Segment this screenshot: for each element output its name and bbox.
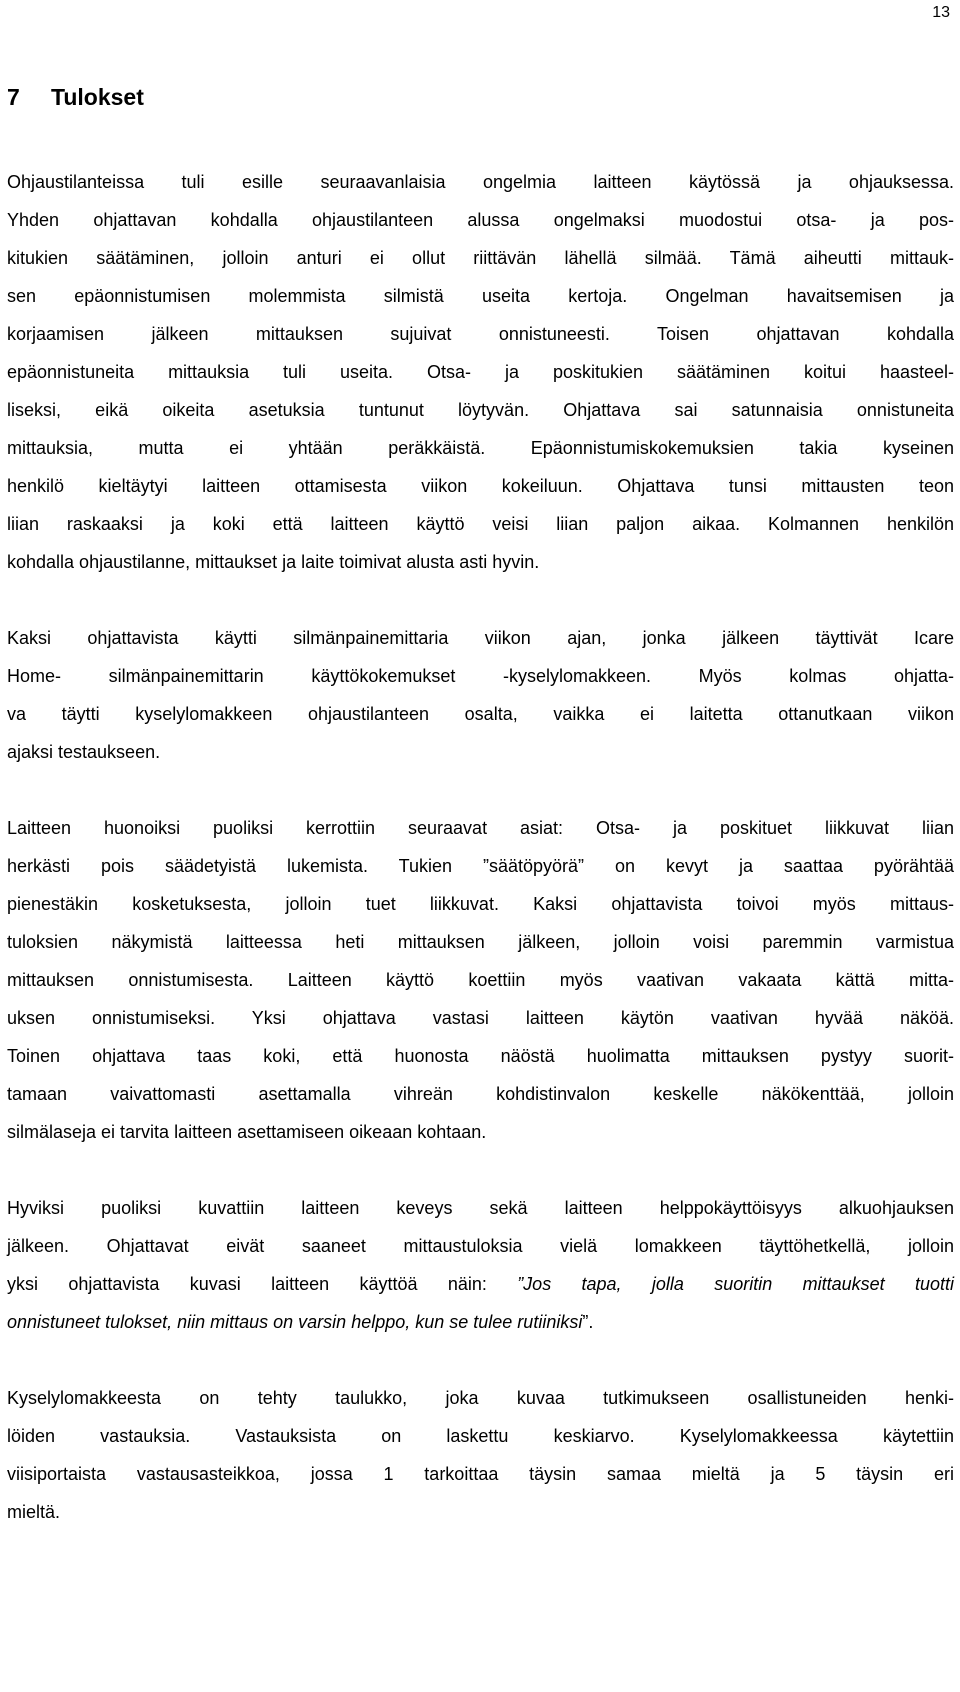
paragraph xyxy=(7,1379,954,1531)
text-segment: tamaan vaivattomasti asettamalla vihreän kohdistinvalon keskelle näkökenttää, jolloin xyxy=(7,1084,954,1104)
text-segment: pienestäkin kosketuksesta, jolloin tuet liikkuvat. Kaksi ohjattavista toivoi myös mittaus- xyxy=(7,894,954,914)
paragraph xyxy=(7,619,954,771)
text-segment: Ohjaustilanteissa tuli esille seuraavanlaisia ongelmia laitteen käytössä ja ohjauksessa. xyxy=(7,172,954,192)
text-line xyxy=(7,429,954,467)
text-segment: jälkeen. Ohjattavat eivät saaneet mittaustuloksia vielä lomakkeen täyttöhetkellä, jolloin xyxy=(7,1236,954,1256)
paragraph xyxy=(7,809,954,1151)
body-text xyxy=(7,163,954,1569)
text-segment: liian raskaaksi ja koki että laitteen käyttö veisi liian paljon aikaa. Kolmannen henkilön xyxy=(7,514,954,534)
text-line xyxy=(7,695,954,733)
text-line xyxy=(7,163,954,201)
text-line xyxy=(7,999,954,1037)
text-segment: Kyselylomakkeesta on tehty taulukko, joka kuvaa tutkimukseen osallistuneiden henki- xyxy=(7,1388,954,1408)
text-segment: Hyviksi puoliksi kuvattiin laitteen keveys sekä laitteen helppokäyttöisyys alkuohjauksen xyxy=(7,1198,954,1218)
paragraph xyxy=(7,1189,954,1341)
text-line xyxy=(7,1265,954,1303)
text-segment: yksi ohjattavista kuvasi laitteen käyttöä näin: xyxy=(7,1274,518,1294)
page-number: 13 xyxy=(932,4,950,21)
text-segment: Toinen ohjattava taas koki, että huonosta näöstä huolimatta mittauksen pystyy suorit- xyxy=(7,1046,954,1066)
text-line xyxy=(7,391,954,429)
text-segment: kohdalla ohjaustilanne, mittaukset ja laite toimivat alusta asti hyvin. xyxy=(7,552,540,572)
text-segment: mittauksen onnistumisesta. Laitteen käyttö koettiin myös vaativan vakaata kättä mitta- xyxy=(7,970,954,990)
text-segment: korjaamisen jälkeen mittauksen sujuivat onnistuneesti. Toisen ohjattavan kohdalla xyxy=(7,324,954,344)
text-line xyxy=(7,315,954,353)
text-segment: ”. xyxy=(582,1312,594,1332)
text-line xyxy=(7,467,954,505)
text-line xyxy=(7,543,954,581)
text-segment: sen epäonnistumisen molemmista silmistä useita kertoja. Ongelman havaitsemisen ja xyxy=(7,286,954,306)
text-line xyxy=(7,1493,954,1531)
text-segment: silmälaseja ei tarvita laitteen asettamiseen oikeaan kohtaan. xyxy=(7,1122,487,1142)
text-segment: tuloksien näkymistä laitteessa heti mittauksen jälkeen, jolloin voisi paremmin varmistua xyxy=(7,932,954,952)
text-segment: Home- silmänpainemittarin käyttökokemukset -kyselylomakkeen. Myös kolmas ohjatta- xyxy=(7,666,954,686)
text-segment: henkilö kieltäytyi laitteen ottamisesta viikon kokeiluun. Ohjattava tunsi mittausten teon xyxy=(7,476,954,496)
text-line xyxy=(7,923,954,961)
text-segment: Kaksi ohjattavista käytti silmänpainemittaria viikon ajan, jonka jälkeen täyttivät Icare xyxy=(7,628,954,648)
text-line xyxy=(7,1037,954,1075)
text-segment: kitukien säätäminen, jolloin anturi ei ollut riittävän lähellä silmää. Tämä aiheutti mittauk- xyxy=(7,248,954,268)
chapter-heading xyxy=(7,84,144,111)
text-line xyxy=(7,1455,954,1493)
text-segment: Yhden ohjattavan kohdalla ohjaustilanteen alussa ongelmaksi muodostui otsa- ja pos- xyxy=(7,210,954,230)
text-line xyxy=(7,657,954,695)
text-line xyxy=(7,885,954,923)
text-line xyxy=(7,847,954,885)
text-line xyxy=(7,1075,954,1113)
text-line xyxy=(7,239,954,277)
text-line xyxy=(7,1189,954,1227)
text-segment: va täytti kyselylomakkeen ohjaustilanteen osalta, vaikka ei laitetta ottanutkaan viikon xyxy=(7,704,954,724)
chapter-title: Tulokset xyxy=(51,84,144,110)
text-segment: epäonnistuneita mittauksia tuli useita. Otsa- ja poskitukien säätäminen koitui haasteel- xyxy=(7,362,954,382)
text-line xyxy=(7,619,954,657)
text-segment: uksen onnistumiseksi. Yksi ohjattava vastasi laitteen käytön vaativan hyvää näköä. xyxy=(7,1008,954,1028)
text-segment: viisiportaista vastausasteikkoa, jossa 1 tarkoittaa täysin samaa mieltä ja 5 täysin eri xyxy=(7,1464,954,1484)
text-line xyxy=(7,201,954,239)
text-segment: liseksi, eikä oikeita asetuksia tuntunut löytyvän. Ohjattava sai satunnaisia onnistuneita xyxy=(7,400,954,420)
text-segment: mieltä. xyxy=(7,1502,61,1522)
text-segment: mittauksia, mutta ei yhtään peräkkäistä. Epäonnistumiskokemuksien takia kyseinen xyxy=(7,438,954,458)
text-line xyxy=(7,733,954,771)
text-segment: löiden vastauksia. Vastauksista on laskettu keskiarvo. Kyselylomakkeessa käytettiin xyxy=(7,1426,954,1446)
text-line xyxy=(7,353,954,391)
text-line xyxy=(7,1227,954,1265)
text-line xyxy=(7,505,954,543)
text-segment: herkästi pois säädetyistä lukemista. Tukien ”säätöpyörä” on kevyt ja saattaa pyörähtää xyxy=(7,856,954,876)
text-segment: Laitteen huonoiksi puoliksi kerrottiin seuraavat asiat: Otsa- ja poskituet liikkuvat liian xyxy=(7,818,954,838)
text-segment: ajaksi testaukseen. xyxy=(7,742,161,762)
text-line xyxy=(7,1113,954,1151)
quote-text: ”Jos tapa, jolla suoritin mittaukset tuotti xyxy=(517,1274,954,1294)
text-line xyxy=(7,809,954,847)
paragraph xyxy=(7,163,954,581)
text-line xyxy=(7,1417,954,1455)
text-line xyxy=(7,277,954,315)
quote-text: onnistuneet tulokset, niin mittaus on varsin helppo, kun se tulee rutiiniksi xyxy=(7,1312,583,1332)
chapter-number: 7 xyxy=(7,84,20,110)
text-line xyxy=(7,961,954,999)
text-line xyxy=(7,1303,954,1341)
text-line xyxy=(7,1379,954,1417)
